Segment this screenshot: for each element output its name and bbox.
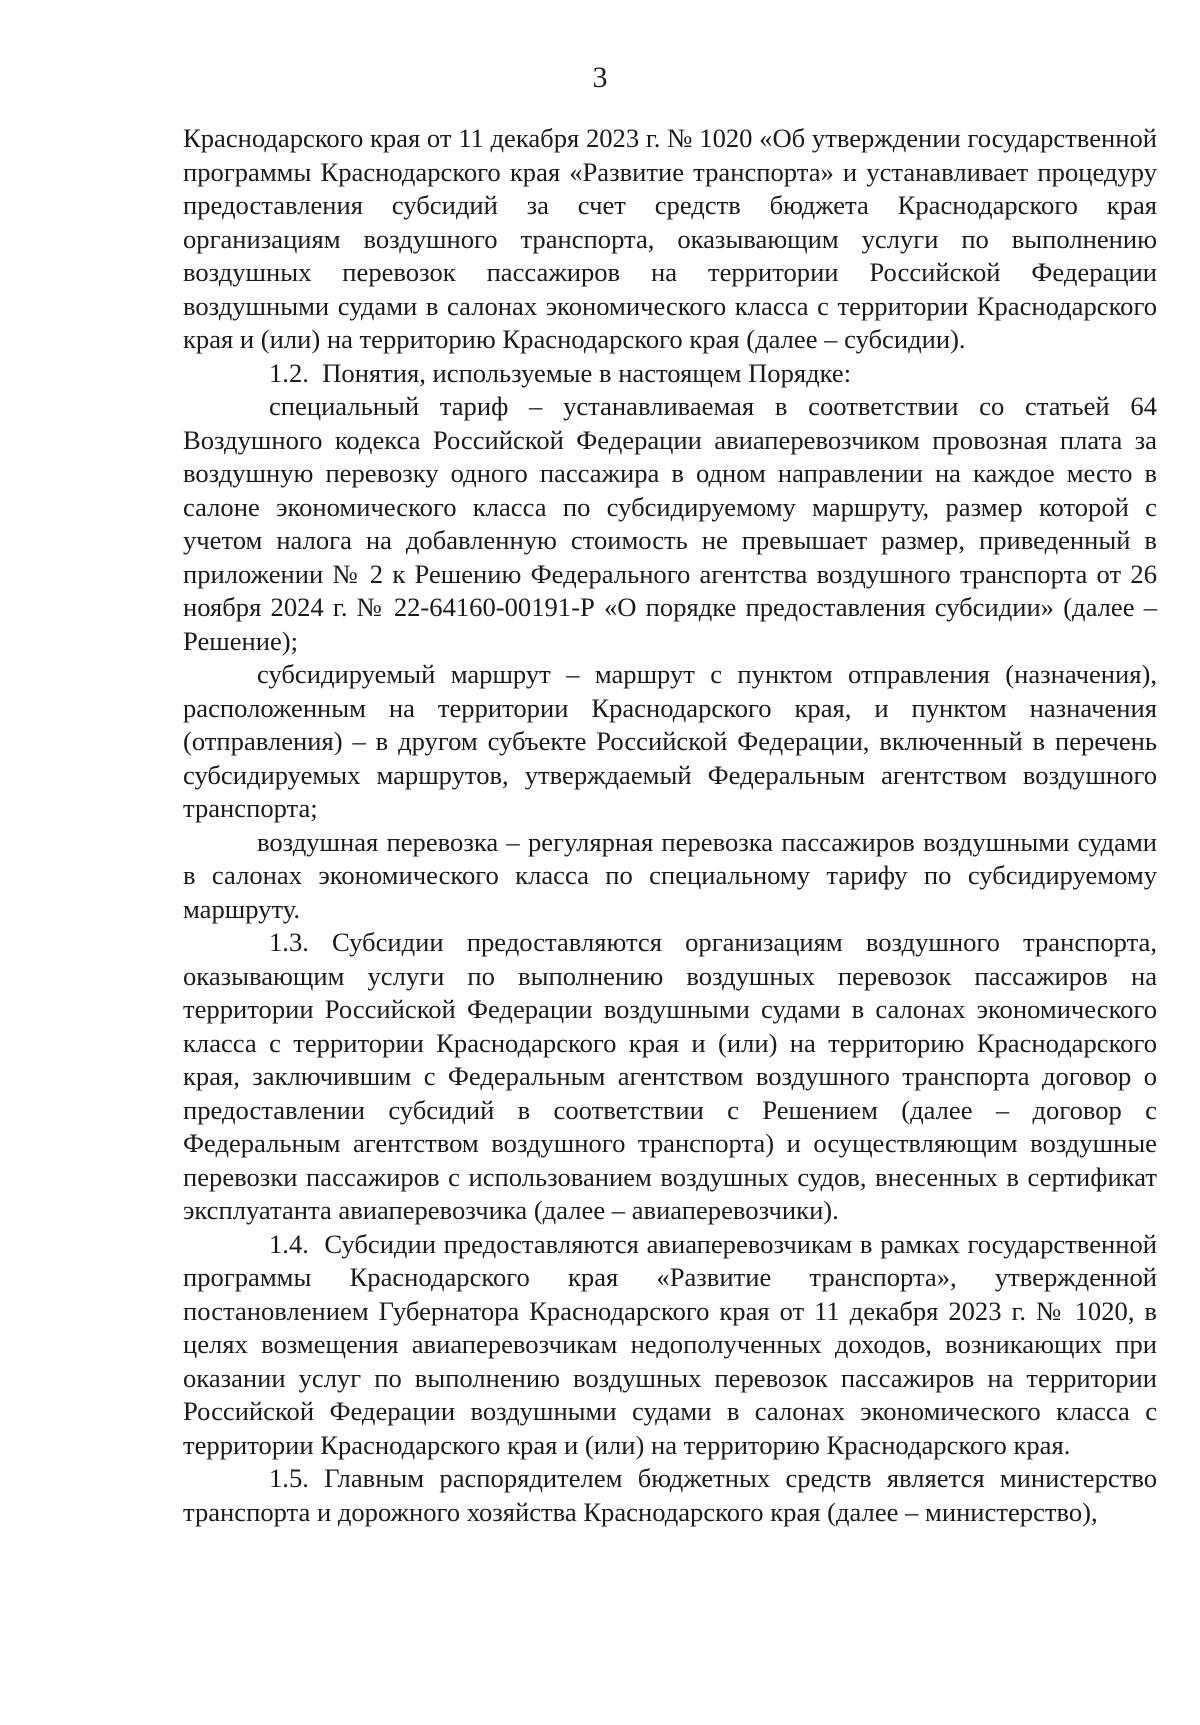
paragraph-continuation: Краснодарского края от 11 декабря 2023 г. № 1020 «Об утверждении государственной программы Краснодарского края «Развитие транспорта» и устанавливает процедуру предоставления субсидий за счет средств бюджета Краснодарского края организациям воздушного транспорта, оказывающим услуги по выполнению воздушных перевозок пассажиров на территории Российской Федерации воздушными судами в салонах экономического класса с территории Краснодарского края и (или) на территорию Краснодарского края (далее – субсидии).	[183, 123, 1157, 354]
page-number: 3	[592, 61, 608, 94]
paragraph-1-4: 1.4. Субсидии предоставляются авиаперевозчикам в рамках государственной программы Краснодарского края «Развитие транспорта», утвержденной постановлением Губернатора Краснодарского края от 11 декабря 2023 г. № 1020, в целях возмещения авиаперевозчикам недополученных доходов, возникающих при оказании услуг по выполнению воздушных перевозок пассажиров на территории Российской Федерации воздушными судами в салонах экономического класса с территории Краснодарского края и (или) на территорию Краснодарского края.	[183, 1228, 1164, 1460]
paragraph-air-transport: воздушная перевозка – регулярная перевозка пассажиров воздушными судами в салонах экономического класса по специальному тарифу по субсидируемому маршруту.	[183, 826, 1157, 924]
paragraph-subsidized-route: субсидируемый маршрут – маршрут с пунктом отправления (назначения), расположенным на территории Краснодарского края, и пунктом назначения (отправления) – в другом субъекте Российской Федерации, включенный в перечень субсидируемых маршрутов, утверждаемый Федеральным агентством воздушного транспорта;	[183, 659, 1157, 823]
paragraph-1-2: 1.2. Понятия, используемые в настоящем Порядке:	[269, 357, 852, 388]
paragraph-special-tariff: специальный тариф – устанавливаемая в соответствии со статьей 64 Воздушного кодекса Российской Федерации авиаперевозчиком провозная плата за воздушную перевозку одного пассажира в одном направлении на каждое место в салоне экономического класса по субсидируемому маршруту, размер которой с учетом налога на добавленную стоимость не превышает размер, приведенный в приложении № 2 к Решению Федерального агентства воздушного транспорта от 26 ноября 2024 г. № 22-64160-00191-Р «О порядке предоставления субсидии» (далее – Решение);	[183, 391, 1157, 656]
paragraph-1-3: 1.3. Субсидии предоставляются организациям воздушного транспорта, оказывающим услуги по выполнению воздушных перевозок пассажиров на территории Российской Федерации воздушными судами в салонах экономического класса с территории Краснодарского края и (или) на территорию Краснодарского края, заключившим с Федеральным агентством воздушного транспорта договор о предоставлении субсидий в соответствии с Решением (далее – договор с Федеральным агентством воздушного транспорта) и осуществляющим воздушные перевозки пассажиров с использованием воздушных судов, внесенных в сертификат эксплуатанта авиаперевозчика (далее – авиаперевозчики).	[183, 927, 1157, 1225]
paragraph-1-5: 1.5. Главным распорядителем бюджетных средств является министерство транспорта и дорожного хозяйства Краснодарского края (далее – министерство),	[183, 1463, 1157, 1527]
document-body	[183, 122, 1164, 1529]
